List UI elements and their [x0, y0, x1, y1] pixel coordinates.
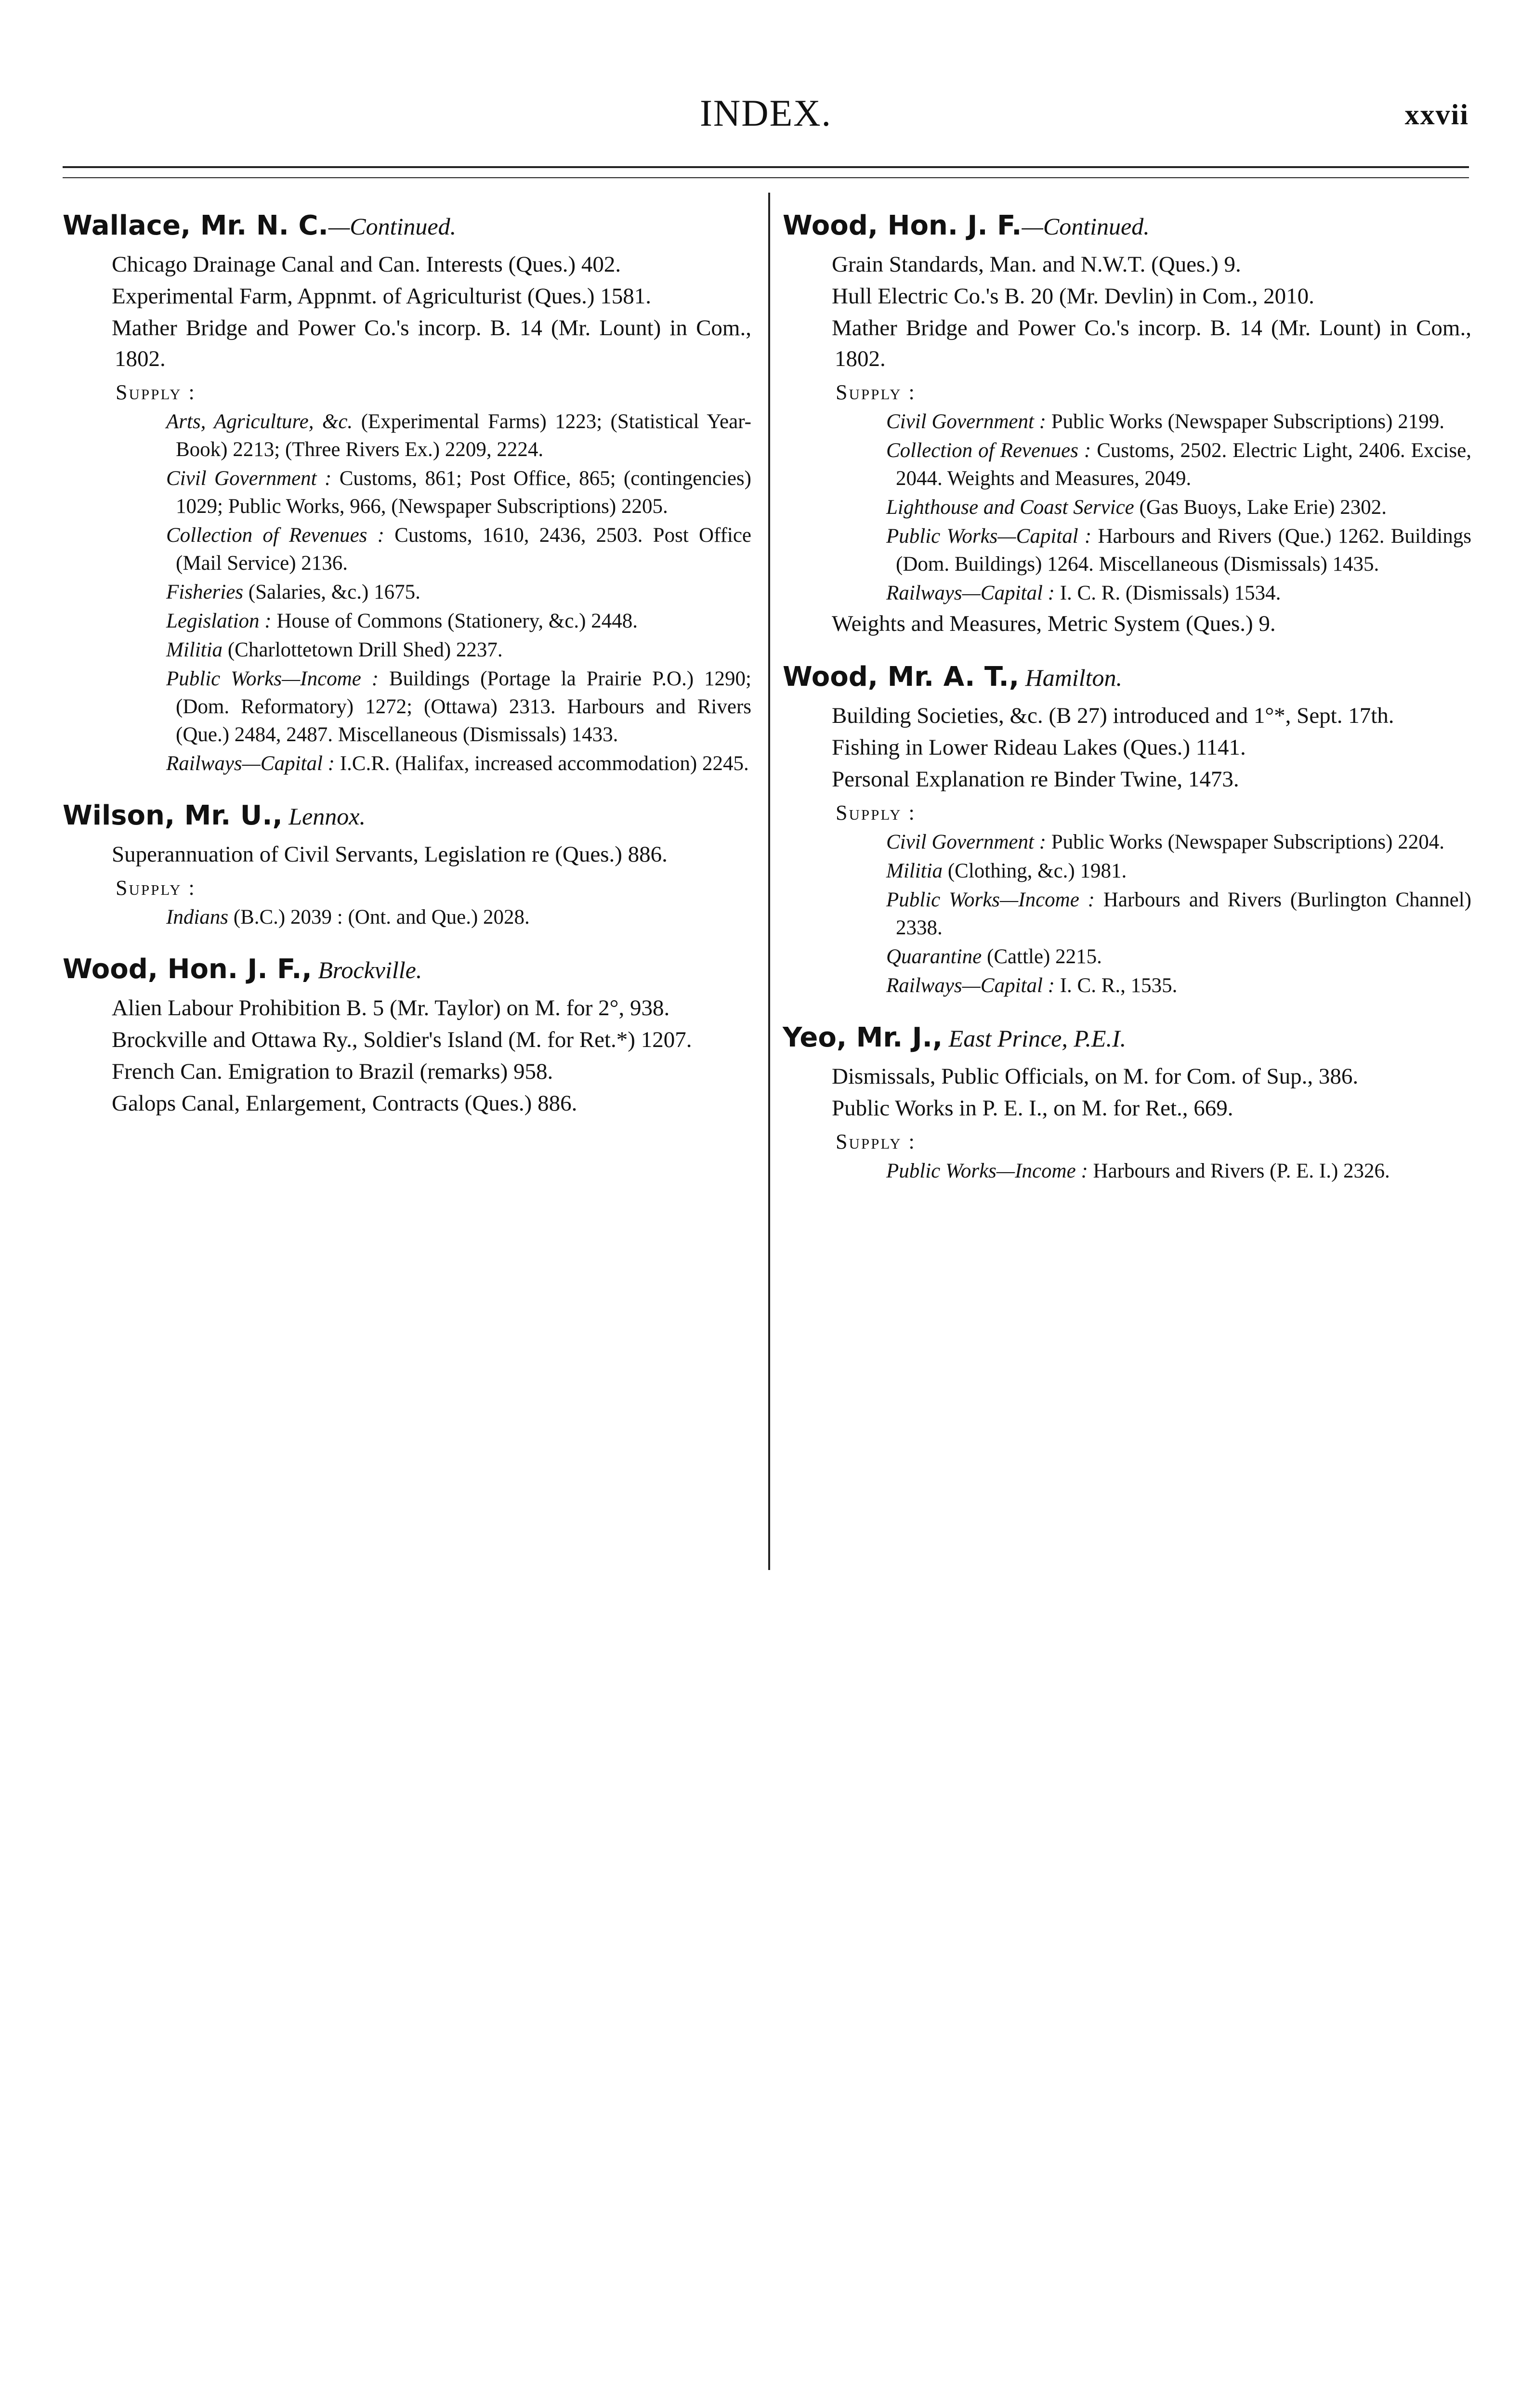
supply-item-text: (Salaries, &c.) 1675.: [243, 581, 420, 603]
supply-item-text: (B.C.) 2039 : (Ont. and Que.) 2028.: [228, 906, 530, 929]
index-item: Experimental Farm, Appnmt. of Agriculturist (Ques.) 1581.: [112, 284, 651, 309]
supply-item-text: (Clothing, &c.) 1981.: [943, 860, 1127, 882]
index-item: Alien Labour Prohibition B. 5 (Mr. Taylor) on M. for 2°, 938.: [112, 995, 670, 1021]
supply-item-label: Indians: [166, 906, 228, 929]
supply-item-text: (Cattle) 2215.: [982, 945, 1102, 968]
index-entry: [783, 207, 1471, 639]
index-item: Hull Electric Co.'s B. 20 (Mr. Devlin) in Com., 2010.: [832, 284, 1314, 309]
supply-item-text: (Charlottetown Drill Shed) 2237.: [223, 639, 503, 661]
supply-item: [63, 665, 751, 749]
index-item: Brockville and Ottawa Ry., Soldier's Island (M. for Ret.*) 1207.: [112, 1027, 692, 1052]
supply-item-text: I.C.R. (Halifax, increased accommodation) 2245.: [334, 752, 749, 775]
member-name: Wilson, Mr. U.,: [63, 800, 283, 831]
supply-item-label: Arts, Agriculture, &c.: [166, 410, 353, 433]
supply-item-label: Collection of Revenues :: [166, 524, 384, 547]
entry-heading: [783, 1019, 1471, 1057]
supply-item-label: Public Works—Income :: [886, 889, 1095, 911]
supply-item: [63, 750, 751, 778]
supply-item-label: Civil Government :: [886, 831, 1046, 853]
page-title: INDEX.: [699, 92, 832, 134]
supply-item-text: (Gas Buoys, Lake Erie) 2302.: [1134, 496, 1387, 519]
supply-item-text: Public Works (Newspaper Subscriptions) 2204.: [1046, 831, 1444, 853]
index-entry: [783, 1019, 1471, 1185]
supply-item-label: Railways—Capital :: [886, 582, 1055, 604]
supply-item: [783, 886, 1471, 942]
member-qualifier: East Prince, P.E.I.: [943, 1025, 1127, 1052]
supply-item: [783, 972, 1471, 1000]
supply-item-text: (Experimental Farms) 1223; (Statistical Year-Book) 2213; (Three Rivers Ex.) 2209, 2224.: [176, 410, 751, 461]
index-item: Personal Explanation re Binder Twine, 1473.: [832, 767, 1239, 792]
supply-item: [783, 857, 1471, 885]
entry-heading: [783, 658, 1471, 696]
supply-item-label: Quarantine: [886, 945, 982, 968]
supply-item: [783, 828, 1471, 856]
supply-label: Supply :: [116, 380, 196, 404]
supply-item-label: Railways—Capital :: [166, 752, 335, 775]
page-number: xxvii: [1404, 99, 1469, 131]
supply-label: Supply :: [116, 876, 196, 900]
index-item: Dismissals, Public Officials, on M. for Com. of Sup., 386.: [832, 1064, 1359, 1089]
supply-item-text: Customs, 1610, 2436, 2503. Post Office (Mail Service) 2136.: [176, 524, 752, 575]
member-qualifier: Lennox.: [282, 803, 366, 830]
supply-item-text: House of Commons (Stationery, &c.) 2448.: [271, 610, 638, 632]
supply-item-text: Buildings (Portage la Prairie P.O.) 1290; (Dom. Reformatory) 1272; (Ottawa) 2313. Harbours and Rivers (Que.) 2484, 2487. Miscellaneous (Dismissals) 1433.: [176, 667, 751, 746]
member-qualifier: —Continued.: [328, 213, 457, 240]
member-name: Wood, Mr. A. T.,: [783, 661, 1020, 693]
entry-heading: [63, 797, 751, 835]
supply-item-text: Harbours and Rivers (Que.) 1262. Buildings (Dom. Buildings) 1264. Miscellaneous (Dismissals) 1435.: [896, 525, 1471, 576]
header-rule: [63, 166, 1469, 168]
member-qualifier: Hamilton.: [1019, 664, 1122, 691]
supply-item: [783, 408, 1471, 436]
member-name: Wood, Hon. J. F.,: [63, 954, 312, 985]
supply-item-text: Public Works (Newspaper Subscriptions) 2199.: [1046, 410, 1444, 433]
supply-label: Supply :: [836, 1130, 916, 1153]
supply-item: [783, 1157, 1471, 1185]
index-entry: [63, 797, 751, 931]
supply-item-label: Fisheries: [166, 581, 244, 603]
entry-heading: [63, 951, 751, 989]
column-divider: [768, 193, 770, 1570]
supply-item-text: Harbours and Rivers (P. E. I.) 2326.: [1088, 1160, 1390, 1182]
supply-label: Supply :: [836, 380, 916, 404]
supply-item-label: Public Works—Income :: [886, 1160, 1088, 1182]
supply-item-label: Collection of Revenues :: [886, 439, 1091, 462]
member-name: Wallace, Mr. N. C.: [63, 210, 328, 241]
index-entry: [63, 207, 751, 778]
index-item: Superannuation of Civil Servants, Legislation re (Ques.) 886.: [112, 842, 668, 867]
supply-item: [63, 636, 751, 664]
right-column: [783, 207, 1471, 1204]
index-item: Fishing in Lower Rideau Lakes (Ques.) 1141.: [832, 735, 1246, 760]
supply-item: [63, 903, 751, 931]
index-item: Galops Canal, Enlargement, Contracts (Ques.) 886.: [112, 1091, 577, 1116]
index-item: Chicago Drainage Canal and Can. Interests (Ques.) 402.: [112, 252, 621, 277]
supply-label: Supply :: [836, 801, 916, 824]
supply-item-text: Harbours and Rivers (Burlington Channel) 2338.: [896, 889, 1471, 939]
supply-item-label: Civil Government :: [886, 410, 1046, 433]
supply-item-label: Militia: [166, 639, 223, 661]
supply-item-label: Railways—Capital :: [886, 974, 1055, 997]
supply-item-label: Lighthouse and Coast Service: [886, 496, 1134, 519]
entry-heading: [783, 207, 1471, 245]
index-item: Mather Bridge and Power Co.'s incorp. B. 14 (Mr. Lount) in Com., 1802.: [112, 315, 751, 371]
member-qualifier: —Continued.: [1022, 213, 1150, 240]
supply-item-label: Militia: [886, 860, 943, 882]
index-item: Mather Bridge and Power Co.'s incorp. B. 14 (Mr. Lount) in Com., 1802.: [832, 315, 1471, 371]
supply-item-text: I. C. R. (Dismissals) 1534.: [1054, 582, 1281, 604]
member-name: Yeo, Mr. J.,: [783, 1022, 943, 1053]
member-qualifier: Brockville.: [312, 956, 422, 983]
supply-item-label: Civil Government :: [166, 467, 332, 490]
index-item: French Can. Emigration to Brazil (remarks) 958.: [112, 1059, 553, 1084]
left-column: [63, 207, 751, 1138]
supply-item: [783, 494, 1471, 522]
index-item: Building Societies, &c. (B 27) introduced and 1°*, Sept. 17th.: [832, 703, 1394, 728]
index-entry: [63, 951, 751, 1119]
supply-item: [783, 943, 1471, 971]
supply-item: [63, 465, 751, 521]
supply-item: [63, 607, 751, 635]
header-rule-thin: [63, 177, 1469, 178]
supply-item: [783, 579, 1471, 607]
supply-item: [783, 437, 1471, 493]
index-entry: [783, 658, 1471, 1000]
supply-item-label: Legislation :: [166, 610, 272, 632]
entry-heading: [63, 207, 751, 245]
supply-item: [783, 523, 1471, 578]
index-item: Grain Standards, Man. and N.W.T. (Ques.) 9.: [832, 252, 1241, 277]
supply-item: [63, 522, 751, 577]
supply-item-label: Public Works—Income :: [166, 667, 379, 690]
supply-item: [63, 578, 751, 606]
member-name: Wood, Hon. J. F.: [783, 210, 1022, 241]
supply-item: [63, 408, 751, 464]
supply-item-text: Customs, 2502. Electric Light, 2406. Excise, 2044. Weights and Measures, 2049.: [896, 439, 1471, 490]
page-header: [63, 92, 1469, 149]
index-item: Public Works in P. E. I., on M. for Ret., 669.: [832, 1096, 1233, 1121]
supply-item-text: I. C. R., 1535.: [1054, 974, 1178, 997]
supply-item-text: Customs, 861; Post Office, 865; (contingencies) 1029; Public Works, 966, (Newspaper Subscriptions) 2205.: [176, 467, 751, 518]
supply-item-label: Public Works—Capital :: [886, 525, 1092, 548]
index-item: Weights and Measures, Metric System (Ques.) 9.: [832, 611, 1276, 636]
